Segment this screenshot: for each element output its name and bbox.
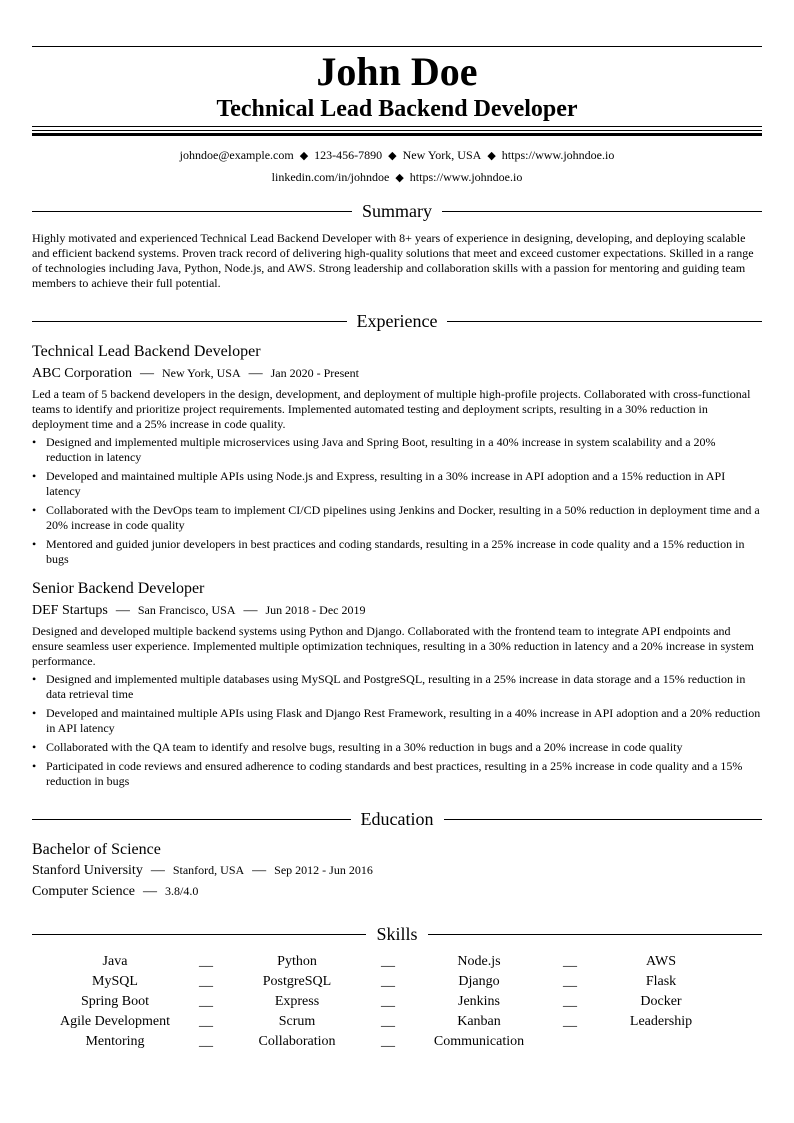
job-meta bbox=[32, 363, 762, 384]
section-title: Education bbox=[360, 808, 434, 829]
bullet-icon: • bbox=[32, 435, 37, 449]
skill-item: Agile Development bbox=[59, 1014, 171, 1029]
education-entry bbox=[32, 840, 762, 902]
degree: Bachelor of Science bbox=[32, 841, 161, 858]
bullet-icon: • bbox=[32, 503, 37, 517]
job-entry bbox=[32, 579, 762, 789]
skills-heading bbox=[32, 922, 762, 946]
skill-item: Java bbox=[102, 954, 128, 969]
section-title: Summary bbox=[362, 200, 432, 221]
school-location: Stanford, USA bbox=[172, 863, 245, 877]
experience-heading bbox=[32, 309, 762, 333]
skill-item: AWS bbox=[646, 954, 676, 969]
contact-line-1 bbox=[32, 145, 762, 167]
email-link[interactable]: johndoe@example.com bbox=[179, 148, 294, 162]
gpa: 3.8/4.0 bbox=[165, 884, 199, 898]
job-meta bbox=[32, 600, 762, 621]
website-link[interactable]: https://www.johndoe.io bbox=[501, 148, 615, 162]
dash-separator: — bbox=[139, 366, 154, 381]
education-heading bbox=[32, 807, 762, 831]
skill-item: Python bbox=[277, 954, 317, 969]
bullet-icon: • bbox=[32, 740, 37, 754]
job-description: Designed and developed multiple backend systems using Python and Django. Collaborated with the frontend team to integrate API endpoints and ensure seamless user experience. Implemented multiple optimization techniques, resulting in a 30% reduction in latency and a 20% increase in system performance. bbox=[32, 624, 754, 668]
skill-item: Leadership bbox=[629, 1014, 693, 1029]
list-item: • Developed and maintained multiple APIs using Node.js and Express, resulting in a 30% increase in API adoption and a 15% reduction in API latency bbox=[32, 469, 726, 498]
job-bullets bbox=[32, 672, 762, 789]
skill-item: Communication bbox=[433, 1034, 525, 1049]
list-item: • Developed and maintained multiple APIs using Flask and Django Rest Framework, resulting in a 40% increase in API adoption and a 20% reduction in API latency bbox=[32, 706, 761, 735]
skills-grid: Java __ Python __ Node.js __ AWS MySQL __ PostgreSQL __ Django __ Flask Spring Boot __ Express __ Jenkins __ Docker Agile Development __ Scrum __ Kanban __ Leadership Mentoring __ Collaboration __ Communication bbox=[32, 952, 762, 1052]
list-item: • Designed and implemented multiple databases using MySQL and PostgreSQL, resulting in a 25% increase in data storage and a 15% reduction in data retrieval time bbox=[32, 672, 746, 701]
skill-item: Docker bbox=[640, 994, 682, 1009]
major: Computer Science bbox=[32, 884, 136, 899]
dash-separator: — bbox=[243, 603, 258, 618]
skill-item: Collaboration bbox=[258, 1034, 336, 1049]
education-dates: Sep 2012 - Jun 2016 bbox=[274, 863, 373, 877]
job-title: Technical Lead Backend Developer bbox=[32, 343, 261, 360]
resume-page bbox=[32, 46, 762, 1052]
bullet-icon: • bbox=[32, 759, 37, 773]
skill-item: Express bbox=[274, 994, 320, 1009]
list-item: • Designed and implemented multiple microservices using Java and Spring Boot, resulting in a 40% increase in system scalability and a 20% reduction in latency bbox=[32, 435, 716, 464]
skill-item: Flask bbox=[645, 974, 677, 989]
dash-separator: — bbox=[252, 863, 267, 878]
skill-item: MySQL bbox=[92, 974, 138, 989]
contact-line-2 bbox=[32, 167, 762, 189]
list-item: • Collaborated with the QA team to identify and resolve bugs, resulting in a 30% reduction in bugs and a 20% increase in code quality bbox=[32, 740, 683, 754]
location: New York, USA bbox=[402, 148, 482, 162]
bullet-icon: • bbox=[32, 537, 37, 551]
linkedin-link[interactable]: linkedin.com/in/johndoe bbox=[271, 170, 390, 184]
diamond-separator-icon: ◆ bbox=[299, 150, 309, 162]
job-location: New York, USA bbox=[161, 366, 241, 380]
header-divider bbox=[32, 126, 762, 136]
job-bullets bbox=[32, 435, 762, 567]
job-title: Senior Backend Developer bbox=[32, 580, 205, 597]
skill-item: Jenkins bbox=[458, 994, 500, 1009]
candidate-title: Technical Lead Backend Developer bbox=[216, 96, 578, 122]
diamond-separator-icon: ◆ bbox=[395, 172, 404, 184]
diamond-separator-icon: ◆ bbox=[487, 150, 496, 162]
skill-item: PostgreSQL bbox=[262, 974, 332, 989]
job-dates: Jun 2018 - Dec 2019 bbox=[265, 603, 366, 617]
major-line bbox=[32, 881, 762, 902]
bullet-icon: • bbox=[32, 706, 37, 720]
company-name: ABC Corporation bbox=[32, 366, 132, 381]
top-rule bbox=[32, 46, 762, 47]
summary-text: Highly motivated and experienced Technical Lead Backend Developer with 8+ years of experience in designing, developing, and deploying scalable and efficient backend systems. Proven track record of delivering high-quality solutions that meet and exceed customer expectations. Skilled in a range of technologies including Java, Python, Node.js, and AWS. Strong leadership and collaboration skills with a passion for mentoring and guiding team members to achieve their full potential. bbox=[32, 231, 754, 290]
section-title: Experience bbox=[356, 310, 438, 331]
list-item: • Mentored and guided junior developers in best practices and coding standards, resulting in a 25% increase in code quality and a 15% reduction in bugs bbox=[32, 537, 745, 566]
job-dates: Jan 2020 - Present bbox=[270, 366, 359, 380]
job-entry bbox=[32, 342, 762, 567]
skill-item: Kanban bbox=[457, 1014, 501, 1029]
dash-separator: — bbox=[115, 603, 130, 618]
school-name: Stanford University bbox=[32, 863, 143, 878]
job-description: Led a team of 5 backend developers in the design, development, and deployment of multiple high-profile projects. Collaborated with cross-functional teams to identify and prioritize project requirements. Implemented automated testing and deployment scripts, resulting in a 30% reduction in deployment time and a 25% increase in code quality. bbox=[32, 387, 751, 431]
candidate-name: John Doe bbox=[316, 49, 478, 94]
dash-separator: — bbox=[248, 366, 263, 381]
bullet-icon: • bbox=[32, 672, 37, 686]
website-link-2[interactable]: https://www.johndoe.io bbox=[409, 170, 523, 184]
skill-item: Mentoring bbox=[85, 1034, 145, 1049]
education-meta bbox=[32, 860, 762, 881]
list-item: • Collaborated with the DevOps team to implement CI/CD pipelines using Jenkins and Docker, resulting in a 50% reduction in deployment time and a 20% increase in code quality bbox=[32, 503, 760, 532]
dash-separator: — bbox=[150, 863, 165, 878]
skill-item: Scrum bbox=[278, 1014, 316, 1029]
dash-separator: — bbox=[143, 884, 158, 899]
skill-item: Spring Boot bbox=[80, 994, 150, 1009]
section-title: Skills bbox=[376, 923, 418, 944]
skill-item: Django bbox=[458, 974, 500, 989]
diamond-separator-icon: ◆ bbox=[388, 150, 397, 162]
list-item: • Participated in code reviews and ensured adherence to coding standards and best practices, resulting in a 25% increase in code quality and a 15% reduction in bugs bbox=[32, 759, 743, 788]
skill-item: Node.js bbox=[457, 954, 501, 969]
job-location: San Francisco, USA bbox=[137, 603, 236, 617]
phone-number[interactable]: 123-456-7890 bbox=[314, 148, 383, 162]
contact-info bbox=[32, 145, 762, 189]
bullet-icon: • bbox=[32, 469, 37, 483]
company-name: DEF Startups bbox=[32, 603, 108, 618]
summary-heading bbox=[32, 199, 762, 223]
